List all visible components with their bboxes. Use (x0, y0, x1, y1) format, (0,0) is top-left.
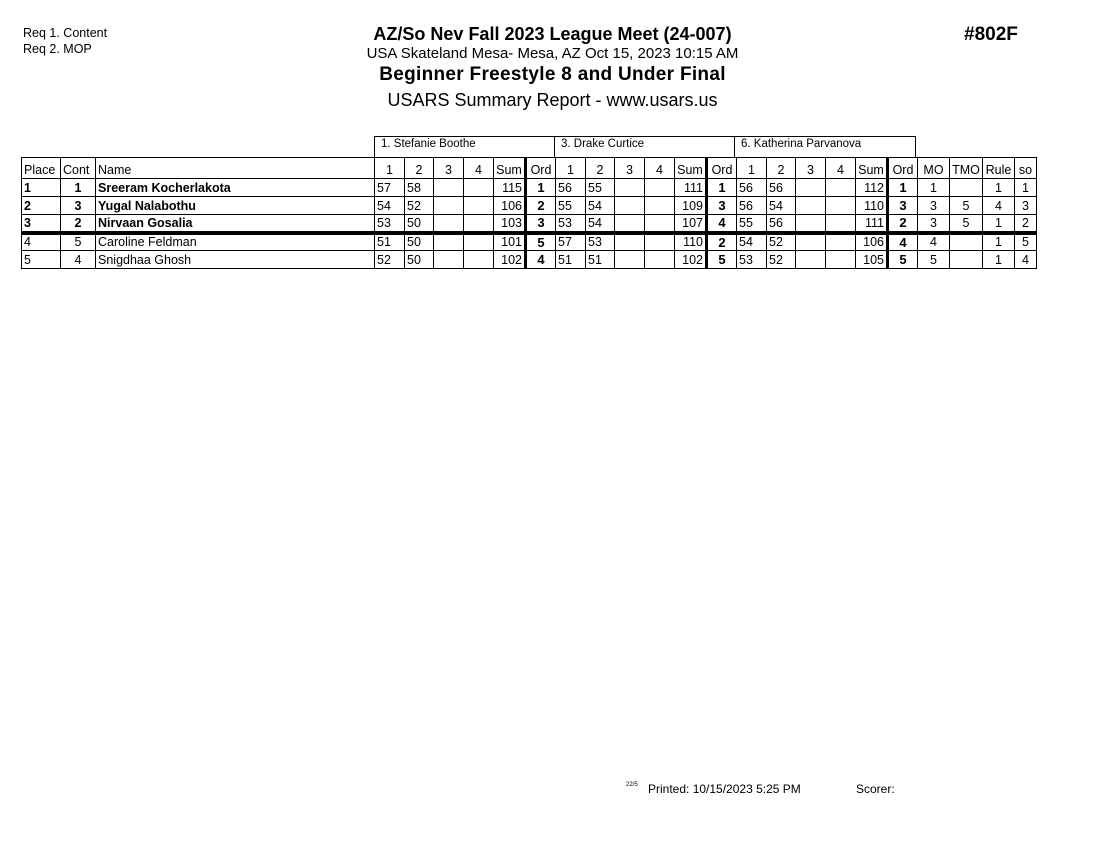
col-header-j1-2: 2 (405, 158, 434, 179)
cell-score-4 (826, 233, 856, 251)
cell-score-3 (615, 215, 645, 233)
col-header-so: so (1015, 158, 1037, 179)
cell-ord: 2 (888, 215, 918, 233)
cell-so: 2 (1015, 215, 1037, 233)
cell-sum: 102 (494, 251, 526, 269)
cell-score-4 (464, 215, 494, 233)
cell-rule: 1 (983, 215, 1015, 233)
cell-cont: 3 (61, 197, 96, 215)
requirements-list (23, 25, 107, 57)
cell-mo: 3 (918, 197, 950, 215)
cell-rule: 1 (983, 251, 1015, 269)
cell-place: 5 (22, 251, 61, 269)
cell-score-2: 50 (405, 233, 434, 251)
cell-score-1: 54 (737, 233, 767, 251)
cell-score-4 (645, 233, 675, 251)
col-header-j2-4: 4 (645, 158, 675, 179)
table-row (22, 215, 1037, 233)
col-header-j3-3: 3 (796, 158, 826, 179)
cell-score-4 (464, 179, 494, 197)
meet-title: AZ/So Nev Fall 2023 League Meet (24-007) (373, 24, 732, 44)
cell-sum: 110 (856, 197, 888, 215)
cell-so: 4 (1015, 251, 1037, 269)
cell-ord: 4 (526, 251, 556, 269)
footer-printed: Printed: 10/15/2023 5:25 PM (648, 782, 801, 796)
cell-score-1: 53 (737, 251, 767, 269)
cell-score-2: 54 (586, 197, 615, 215)
cell-score-2: 58 (405, 179, 434, 197)
col-header-j3-ord: Ord (888, 158, 918, 179)
cell-score-1: 57 (556, 233, 586, 251)
table-header-row (22, 158, 1037, 179)
requirement-1: Req 1. Content (23, 26, 108, 40)
cell-ord: 4 (888, 233, 918, 251)
cell-score-4 (645, 215, 675, 233)
cell-ord: 3 (707, 197, 737, 215)
cell-sum: 109 (675, 197, 707, 215)
cell-score-1: 55 (556, 197, 586, 215)
judge-header-3: 6. Katherina Parvanova (734, 136, 916, 157)
cell-score-2: 52 (767, 251, 796, 269)
cell-score-2: 56 (767, 215, 796, 233)
col-header-place: Place (22, 158, 61, 179)
col-header-j2-2: 2 (586, 158, 615, 179)
cell-tmo: 5 (950, 197, 983, 215)
col-header-j1-1: 1 (375, 158, 405, 179)
cell-place: 4 (22, 233, 61, 251)
col-header-j3-1: 1 (737, 158, 767, 179)
cell-score-1: 53 (375, 215, 405, 233)
col-header-j3-2: 2 (767, 158, 796, 179)
col-header-j3-sum: Sum (856, 158, 888, 179)
col-header-j3-4: 4 (826, 158, 856, 179)
cell-mo: 4 (918, 233, 950, 251)
col-header-mo: MO (918, 158, 950, 179)
cell-rule: 1 (983, 179, 1015, 197)
cell-score-3 (434, 233, 464, 251)
table-row (22, 251, 1037, 269)
cell-score-3 (434, 197, 464, 215)
cell-score-3 (615, 197, 645, 215)
footer-scorer: Scorer: (856, 782, 895, 796)
cell-so: 3 (1015, 197, 1037, 215)
cell-score-3 (615, 251, 645, 269)
cell-name: Nirvaan Gosalia (96, 215, 375, 233)
cell-sum: 106 (494, 197, 526, 215)
venue-line: USA Skateland Mesa- Mesa, AZ Oct 15, 2023 10:15 AM (366, 45, 739, 62)
cell-score-4 (464, 233, 494, 251)
col-header-tmo: TMO (950, 158, 983, 179)
col-header-rule: Rule (983, 158, 1015, 179)
cell-score-3 (615, 233, 645, 251)
cell-score-4 (826, 251, 856, 269)
event-code: #802F (964, 24, 1018, 45)
cell-rule: 4 (983, 197, 1015, 215)
cell-ord: 1 (526, 179, 556, 197)
cell-sum: 112 (856, 179, 888, 197)
cell-score-4 (645, 179, 675, 197)
cell-ord: 5 (526, 233, 556, 251)
cell-ord: 5 (707, 251, 737, 269)
cell-place: 2 (22, 197, 61, 215)
cell-name: Sreeram Kocherlakota (96, 179, 375, 197)
cell-mo: 5 (918, 251, 950, 269)
results-table (21, 157, 1037, 269)
col-header-name: Name (96, 158, 375, 179)
event-title: Beginner Freestyle 8 and Under Final (379, 64, 726, 85)
cell-sum: 102 (675, 251, 707, 269)
cell-tmo (950, 233, 983, 251)
cell-score-1: 51 (375, 233, 405, 251)
cell-score-3 (434, 251, 464, 269)
cell-ord: 3 (526, 215, 556, 233)
col-header-cont: Cont (61, 158, 96, 179)
cell-sum: 107 (675, 215, 707, 233)
cell-score-1: 54 (375, 197, 405, 215)
cell-sum: 106 (856, 233, 888, 251)
cell-name: Yugal Nalabothu (96, 197, 375, 215)
cell-score-1: 56 (737, 179, 767, 197)
cell-cont: 5 (61, 233, 96, 251)
cell-sum: 115 (494, 179, 526, 197)
cell-ord: 4 (707, 215, 737, 233)
cell-tmo (950, 179, 983, 197)
report-title: USARS Summary Report - www.usars.us (387, 90, 718, 110)
cell-sum: 110 (675, 233, 707, 251)
cell-tmo (950, 251, 983, 269)
cell-score-4 (826, 197, 856, 215)
col-header-j2-3: 3 (615, 158, 645, 179)
cell-score-3 (796, 197, 826, 215)
cell-ord: 2 (526, 197, 556, 215)
cell-score-2: 54 (767, 197, 796, 215)
cell-score-2: 51 (586, 251, 615, 269)
cell-score-2: 55 (586, 179, 615, 197)
cell-score-2: 53 (586, 233, 615, 251)
cell-score-4 (826, 179, 856, 197)
col-header-j2-1: 1 (556, 158, 586, 179)
cell-so: 5 (1015, 233, 1037, 251)
col-header-j1-4: 4 (464, 158, 494, 179)
cell-score-2: 52 (767, 233, 796, 251)
cell-score-3 (434, 215, 464, 233)
cell-sum: 111 (856, 215, 888, 233)
judge-header-2: 3. Drake Curtice (554, 136, 735, 157)
requirement-2: Req 2. MOP (23, 42, 92, 56)
cell-ord: 1 (888, 179, 918, 197)
cell-place: 1 (22, 179, 61, 197)
cell-cont: 2 (61, 215, 96, 233)
cell-sum: 105 (856, 251, 888, 269)
cell-score-1: 57 (375, 179, 405, 197)
col-header-j1-3: 3 (434, 158, 464, 179)
table-row (22, 197, 1037, 215)
cell-cont: 1 (61, 179, 96, 197)
cell-score-2: 56 (767, 179, 796, 197)
judge-header-1: 1. Stefanie Boothe (374, 136, 555, 157)
cell-name: Snigdhaa Ghosh (96, 251, 375, 269)
cell-rule: 1 (983, 233, 1015, 251)
cell-ord: 2 (707, 233, 737, 251)
cell-score-4 (826, 215, 856, 233)
cell-score-3 (615, 179, 645, 197)
cell-place: 3 (22, 215, 61, 233)
cell-score-4 (645, 197, 675, 215)
cell-tmo: 5 (950, 215, 983, 233)
cell-score-3 (796, 215, 826, 233)
table-row (22, 233, 1037, 251)
cell-ord: 3 (888, 197, 918, 215)
cell-score-3 (796, 251, 826, 269)
table-row (22, 179, 1037, 197)
cell-ord: 5 (888, 251, 918, 269)
cell-sum: 111 (675, 179, 707, 197)
col-header-j1-sum: Sum (494, 158, 526, 179)
cell-score-1: 56 (737, 197, 767, 215)
cell-ord: 1 (707, 179, 737, 197)
cell-score-2: 50 (405, 251, 434, 269)
cell-score-4 (645, 251, 675, 269)
cell-name: Caroline Feldman (96, 233, 375, 251)
cell-score-1: 51 (556, 251, 586, 269)
cell-sum: 103 (494, 215, 526, 233)
cell-score-1: 55 (737, 215, 767, 233)
footer-page-mark: 22/5 (626, 782, 638, 788)
cell-score-2: 54 (586, 215, 615, 233)
cell-score-2: 52 (405, 197, 434, 215)
cell-score-4 (464, 197, 494, 215)
cell-score-3 (796, 179, 826, 197)
col-header-j2-ord: Ord (707, 158, 737, 179)
cell-so: 1 (1015, 179, 1037, 197)
cell-score-2: 50 (405, 215, 434, 233)
cell-score-1: 53 (556, 215, 586, 233)
cell-score-3 (434, 179, 464, 197)
cell-sum: 101 (494, 233, 526, 251)
cell-score-4 (464, 251, 494, 269)
cell-cont: 4 (61, 251, 96, 269)
cell-score-1: 56 (556, 179, 586, 197)
cell-score-3 (796, 233, 826, 251)
col-header-j1-ord: Ord (526, 158, 556, 179)
cell-mo: 3 (918, 215, 950, 233)
cell-mo: 1 (918, 179, 950, 197)
col-header-j2-sum: Sum (675, 158, 707, 179)
cell-score-1: 52 (375, 251, 405, 269)
